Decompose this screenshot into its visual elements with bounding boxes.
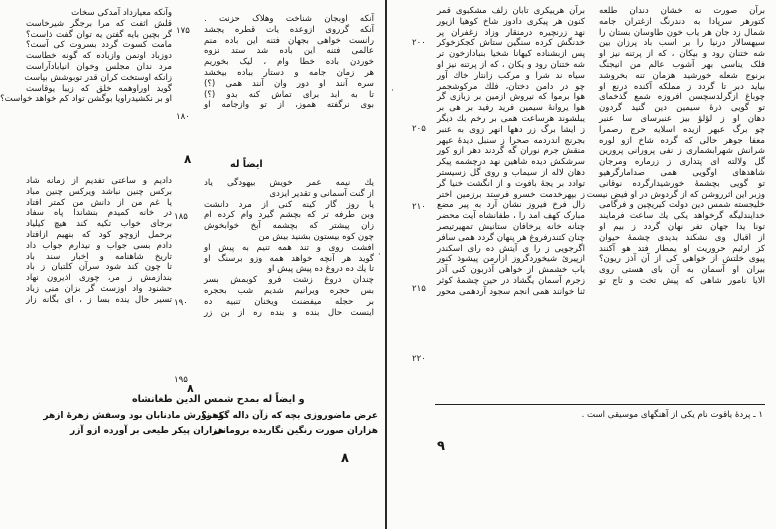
poem-line: ثنا خوانند همی انجم سجود آردهمی محور: [437, 286, 585, 297]
poem-line: یك نیمه عمر خویش بیهودگی یاد: [204, 178, 374, 188]
poem-line: منقش جرم نوران گه گردند دهر ازو کور: [437, 146, 585, 157]
verse-group-a: [204, 14, 374, 111]
verse-group-b: [204, 178, 374, 318]
poem-line: قلش اثفت که مرا برجگر شیرخاست: [26, 18, 172, 29]
poem-line: معفا جوهر حالی که گرده شاخ ازو لوره: [599, 135, 765, 146]
poem-line: بندازمش ز مر، چوری اذیرون نهاد: [26, 273, 172, 284]
poem-line: وبن طرفه تر که بچشم گیرد وام کرده ام: [204, 210, 374, 221]
poem-line: تا یك ده دروغ ده پیش پیش او: [267, 264, 374, 275]
right-page-right-column: [586, 6, 765, 287]
poem-line: ز بپهرخدمت خسرو فرستد برزمین اختر: [437, 189, 585, 200]
poem-line: گل ولالته ای پتداری ز زرماره ومرجان: [599, 157, 765, 168]
margin-mark: ·: [391, 86, 394, 96]
poem-line: گوید هر آنچه خواهد همه وزو برسنگ او: [204, 253, 374, 264]
left-page-left-column: [0, 8, 172, 105]
poem-line: خوردن باده خطا وام ، لیک بخوریم: [204, 57, 374, 68]
poem-line: هوا برموا که نیروش ازمین بر زبازی گر: [437, 92, 585, 103]
poem-line: برآن صورت نه خشان دندان طلعه: [599, 6, 765, 16]
poem-line: اینست حال بنده و بنده ره از بن زر: [204, 307, 374, 318]
poem-line: دادم بسی جواب و نیدارم جواب داد: [26, 240, 172, 251]
poem-line: از گنت آسمانی و تقدیر ایزدی: [269, 188, 374, 199]
poem-line: که نورش مادنابان بود وسفش زهرۀ ازهر: [43, 411, 224, 421]
right-page: [387, 0, 776, 529]
poem-line: شرانش شهرابشماری ز نفی پرورانی پرورین: [599, 146, 765, 157]
poem-line: بر حجله میفضنت ویخنان تنبیه ده: [204, 296, 374, 307]
line-number: ۱۹۵: [174, 375, 188, 385]
left-page: [0, 0, 386, 529]
poem-line: چنانه خانه یرخافان ستانیش تمهیرتیصر: [437, 221, 585, 232]
poem-line: برنوج شعله خورشید هزمان تنه بخروشد: [599, 70, 765, 81]
poem-line: برجای خواب تکیه کند هیچ کیلیاد: [26, 219, 172, 230]
left-page-right-column: [204, 14, 374, 111]
poem-line: برآن هرییکری تابان زلف مشکبوی قمر: [437, 6, 585, 16]
poem-line: چندان دروغ زشت فرو کوبمش بسر: [204, 275, 374, 286]
right-page-left-column: [437, 6, 585, 298]
poem-line: کتورهر سرپادا به دندرنگ ازغتران جامه: [599, 16, 765, 27]
poem-line: زجرم آسمان یگشاد در حین چشمۀ کوثر: [437, 275, 585, 286]
poem-line: یا روز گار کینه کنی از مرد دانشت: [204, 199, 374, 210]
line-number: ۱۹۰: [174, 298, 188, 308]
poem-line: زان پیشتر که بچشمه آبخ خوابخوش: [204, 221, 374, 232]
poem-line: بجرنج اندردمه صحرا ز سنبل دیدۀ عیهر: [437, 135, 585, 146]
poem-line: کنون هر پیکری دادوز شاخ کوهیا ازیور: [437, 16, 585, 27]
poem-line: زال فرخ فیروز نشان آرد به پیر مضع: [437, 200, 585, 211]
poem-line: پس ازبشناده کیهانا شخیا بنبادازخون تر: [437, 49, 585, 60]
poem-line: دادیم و ساعتی تفدیم از زمانه شاد: [26, 176, 172, 186]
poem-line: وزبر این اثرروشن که از گردوش در او فیض نیست: [586, 189, 765, 200]
poem-line: بیران او آسمان به آن بای هستی روی: [599, 265, 765, 276]
poem-line: از اقبال وی نشکند بدیدی چشمۀ حیوان: [599, 232, 765, 243]
line-number: ۱۷۵: [176, 26, 190, 36]
poem-line: عالمی فتنه این باده شد ستد نزوه: [204, 46, 374, 57]
poem-line: سیاه ند شرا و مرکب زانتار خاك آور: [437, 70, 585, 81]
poem-line: چون کوه بیستون بشنید بیش من: [258, 231, 374, 242]
poem-line: ازپیرئ شیخوردگروز ازارمن پیشوذ کنور: [437, 254, 585, 265]
poem-line: تو گویی ذرۀ سیمین دین گنید گردون: [599, 103, 765, 114]
poem-line: آنکه اوبجان شناخت وهلاک حزنت .: [204, 14, 374, 24]
poem-line: ز ایشا برگ زر دهها انهر زوی به عنبر: [437, 124, 585, 135]
poem-line: بس حجره ویرانیم شدیم شب بحجره: [204, 285, 374, 296]
poem-line: مرد ندان مجلس وخوان انیابادآراست: [26, 61, 172, 72]
poem-line: یاب خشمش از خواهی آذربون کنی آذر: [437, 265, 585, 276]
poem-line: تا به ابد برای تماش کنه بدو (؟): [204, 89, 374, 100]
poem-line: شه ختنان رود و یکان ، که از پرتنه نیز او: [437, 59, 585, 70]
verse-list: [437, 6, 585, 298]
poem-line: پیوی خلتش از خواهی کی از آن آذز ریون؟: [599, 254, 765, 265]
poem-line: مبارک کهف امد را ، طفانشاه آیت محضر: [437, 211, 585, 222]
poem-line: آنکه گرروی ازوعده یات قطره یجشد: [204, 24, 374, 35]
poem-line: گوید اوراوهمه خلق که زیبا یوقاست: [26, 83, 172, 94]
poem-line: هر زمان جامه و دستار بباده بیخشد: [204, 67, 374, 78]
poem-line: عرض ماضوروزی بچه که زآن داله گوهر؟: [201, 411, 378, 421]
poem-line: تونا یدا جهان تفر نهان گردد ز بیم او: [599, 221, 765, 232]
poem-line: شه ختنان رود و بیکان ، که از پرتنه نیز او: [599, 49, 765, 60]
poem-line: الایا نامور شاهی که پیش تخت و تاج تو: [599, 275, 765, 286]
poem-line: او بر نکشیدراویا بوگشن تواد کم خواهد خواست؟: [0, 94, 172, 105]
poem-line: تاریخ شاهنامه و اخبار سند باد: [26, 251, 172, 262]
poem-line: بوی نرگفته هموز، از تو وازجامه او: [204, 100, 374, 111]
poem-line: اگرجویی ز را ی آیتش ده رای اسکندر: [437, 243, 585, 254]
poem-line: وآنکه معیارداد آمدکی سخات: [71, 8, 172, 18]
poem-line: چوباغ ازگرلدسچسن افروزه شمع گذخمای: [599, 92, 765, 103]
poem-line: سره آنند او دور وان آنند همی (؟): [204, 78, 374, 89]
poem-line: یبلشوند هرساعت همی بر رخم بك دیگر: [437, 113, 585, 124]
poem-line: هزاران پیکر طیعی بر آورده ازو آزر: [70, 426, 224, 436]
line-number: ۲۱۰: [412, 202, 426, 212]
poem-line: تا چون کند شود سرآن کلتبان ز باد: [26, 262, 172, 273]
line-number: ۲۰۵: [412, 124, 426, 134]
poem-line: افشت روی و تند همه تنیم به پیش او: [204, 242, 374, 253]
line-number: ۲۲۰: [412, 354, 426, 364]
verse-group-b: [26, 176, 172, 306]
poem-line: دهان او ز لؤلؤ بیز عنبرسای سا عنبر: [599, 113, 765, 124]
poem-line: فلک یناسی بهر آشوب عالم من انیجنگ: [599, 59, 765, 70]
poem-line: هزاران صورت رنگین نگاربده برومانی: [213, 426, 378, 436]
line-number: ۲۰۰: [412, 38, 426, 48]
margin-mark: ·: [378, 250, 381, 260]
poem-line: تو گویی بچشمۀ خورشیدارگرده نوقانی: [599, 178, 765, 189]
poem-line: کز ارئیم حروریت او یمطار فتد هو آکنند: [599, 243, 765, 254]
line-number: ۱۸۰: [176, 112, 190, 122]
poem-line: نهد زرنچیره درمنقار وزاد زغفران پر: [437, 27, 585, 38]
poem-line: شاهدهای اوگویی همی صدامارگرهیو: [599, 167, 765, 178]
poem-line: خدایندلیگه گرخواهد یکی یك ساعت فرمایند: [599, 211, 765, 222]
poem-line: گر بچین بایه گفتن یه توان گفت ذاست؟: [26, 29, 172, 40]
poem-line: شمال زد جان هر یاب خون طاوسان بستان را: [599, 27, 765, 38]
poem-line: در خانه کمیدم بنشاندا پاه سفاد: [26, 208, 172, 219]
poem-line: دوزباد اونمن وازباده که گونه خطاست: [26, 51, 172, 62]
poem-line: برحمل ازوچو کود که بنهیم ازافتاد: [26, 229, 172, 240]
footnote: ۱ ـ پردۀ یاقوت نام یکی از آهنگهای موسیقی است .: [581, 410, 763, 420]
line-number: ۱۸۵: [174, 212, 188, 222]
page-number: ۸: [341, 451, 349, 466]
poem-line: سرشکش دیده شاهین نهد درچشمه پیکر: [437, 157, 585, 168]
poem-line: خدنگش کرده سنگین ستاش کجکزخوکر: [437, 38, 585, 49]
left-page-right-column-b: [204, 178, 374, 318]
poem-line: چو در دامن دختان، فلك مركوشجمر: [437, 81, 585, 92]
poem-line: حشنود واد اوزست گر بزان منی زباد: [26, 283, 172, 294]
poem-line: یا غم من از دانش من کمتر افتاد: [26, 197, 172, 208]
left-page-left-column-b: [26, 176, 172, 306]
verse-group-a: [0, 8, 172, 105]
section-number: ۸: [187, 382, 194, 395]
poem-line: تسیر حال ینده بسا ز ، ای بگانه زار: [26, 294, 172, 305]
poem-line: بیاید دبر تا گردد ز مملکه آکنده درنع او: [599, 81, 765, 92]
verse-list: [586, 6, 765, 287]
poem-line: زانکه اوستخت کران قدر توبوشش بپاست: [24, 72, 172, 83]
poem-line: چنان کتندرفروغ هر پنهان گردد همی سافر: [436, 232, 585, 243]
line-number: ۲۱۵: [412, 284, 426, 294]
page-number: ۹: [437, 439, 445, 454]
poem-line: سیهسالار درنیا را بر اسب باد پرزان بین: [599, 38, 765, 49]
poem-line: هوا یروانۀ سیمین فرید رفید بر هی بر: [437, 103, 585, 114]
poem-line: خلیجسته شمس دین دولت کیریچین و فرگامی: [599, 200, 765, 211]
poem-line: توادد بر یجۀ بافوت و از انگشت خنیا گر: [437, 178, 585, 189]
poem-line: دهان لاله از سیماب و روی گل زسیستر: [437, 167, 585, 178]
section-heading: ایضاً له: [230, 159, 263, 170]
poem-line: چو برگ عبهر ازیده اسلایه حرج رصمرا: [599, 124, 765, 135]
poem-line: برکس چنین نباشد ویرکس چنین مباد: [26, 186, 172, 197]
section-number: ۸: [184, 152, 192, 166]
section-heading: و ایضاً له بمدح شمس الدین طغانشاه: [132, 394, 305, 405]
footnote-rule: [435, 404, 765, 405]
poem-line: مامت کسوت گردد بسروت کی آست؟: [26, 40, 172, 51]
poem-line: رانست خواهی بجهان فتنه این باده منم: [204, 35, 374, 46]
